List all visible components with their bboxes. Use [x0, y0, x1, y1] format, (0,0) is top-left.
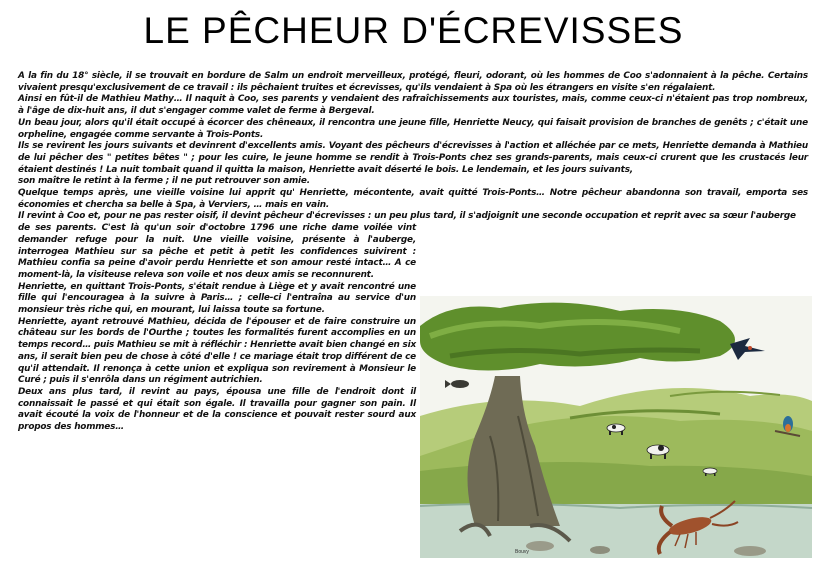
- tree-foliage: [420, 303, 735, 371]
- river-stone: [734, 546, 766, 556]
- paragraph: Quelque temps après, une vieille voisine lui apprit qu' Henriette, mécontente, avait quitté Trois-Ponts… Notre pêcheur abandonna son travail, emporta ses économies et chercha sa belle à Spa, à Verviers, … mais en vain.: [18, 188, 808, 210]
- paragraph: Il revint à Coo et, pour ne pas rester oisif, il devint pêcheur d'écrevisses : un peu plus tard, il s'adjoignit une seconde occupation et reprit avec sa sœur l'auberge: [18, 211, 796, 222]
- river-stone: [526, 541, 554, 551]
- paragraph: Un beau jour, alors qu'il était occupé à écorcer des chêneaux, il rencontra une jeune fille, Henriette Neucy, qui faisait provision de branches de genêts ; c'était une orpheline, engagée comme servante à Trois-Ponts.: [18, 117, 808, 140]
- paragraph: A la fin du 18° siècle, il se trouvait en bordure de Salm un endroit merveilleux, protégé, fleuri, odorant, où les hommes de Coo s'adonnaient à la pêche. Certains vivaient presqu'exclusivement de ce travail : ils pêchaient truites et écrevisses, qu'ils vendaient à Spa où les étrangers en visite s'en régalaient.: [18, 71, 808, 93]
- paragraph: Deux ans plus tard, il revint au pays, épousa une fille de l'endroit dont il connaissait le passé et qui était son égale. Il travailla pour gagner son pain. Il avait écouté la voix de l'honneur et de la conscience et pouvait rester sourd aux propos des hommes…: [18, 386, 416, 433]
- paragraph: Henriette, ayant retrouvé Mathieu, décida de l'épouser et de faire construire un château sur les bords de l'Ourthe ; toutes les formalités furent accomplies en un temps record… puis Mathieu se mit à réfléchir : Henriette avait bien changé en six ans, il serait bien peu de chose à côté d'elle ! ce mariage était trop différent de ce qu'il attendait. Il renonça à cette union et expliqua son revirement à Monsieur le Curé ; puis il s'enrôla dans un régiment autrichien.: [18, 316, 416, 386]
- paragraph: Ils se revirent les jours suivants et devinrent d'excellents amis. Voyant des pêcheurs d'écrevisses à l'action et alléchée par ce mets, Henriette demanda à Mathieu de lui pêcher des " petites bêtes " ; pour les cuire, le jeune homme se rendit à Trois-Ponts chez ses grands-parents, mais ceux-ci crurent que les crustacés leur étaient destinés ! La nuit tombait quand il quitta la maison, Henriette avait déserté le bois. Le lendemain, et les jours suivants,: [18, 141, 808, 175]
- artist-signature: Bouvy: [515, 549, 529, 555]
- paragraph: Ainsi en fût-il de Mathieu Mathy… Il naquit à Coo, ses parents y vendaient des rafraîchissements aux touristes, mais, comme ceux-ci n'étaient pas trop nombreux, à l'âge de dix-huit ans, il dut s'engager comme valet de ferme à Bergeval.: [18, 94, 808, 117]
- river-stone: [590, 546, 610, 554]
- paragraph: son maître le retint à la ferme ; il ne put retrouver son amie.: [18, 176, 310, 187]
- paragraph: Henriette, en quittant Trois-Ponts, s'était rendue à Liège et y avait rencontré une fille qui l'encouragea à la suivre à Paris… ; celle-ci l'entraîna au service d'un monsieur très riche qui, en mourant, lui laissa toute sa fortune.: [18, 281, 416, 316]
- page-title: LE PÊCHEUR D'ÉCREVISSES: [143, 10, 684, 51]
- river-illustration: [420, 296, 812, 558]
- river-scene: [420, 296, 812, 558]
- paragraph: de ses parents. C'est là qu'un soir d'octobre 1796 une riche dame voilée vint demander refuge pour la nuit. Une vieille voisine, présente à l'auberge, interrogea Mathieu sur sa pêche et petit à petit les confidences suivirent : Mathieu confia sa peine d'avoir perdu Henriette et son amour resté intact… A ce moment-là, la visiteuse releva son voile et nos deux amis se reconnurent.: [18, 223, 416, 280]
